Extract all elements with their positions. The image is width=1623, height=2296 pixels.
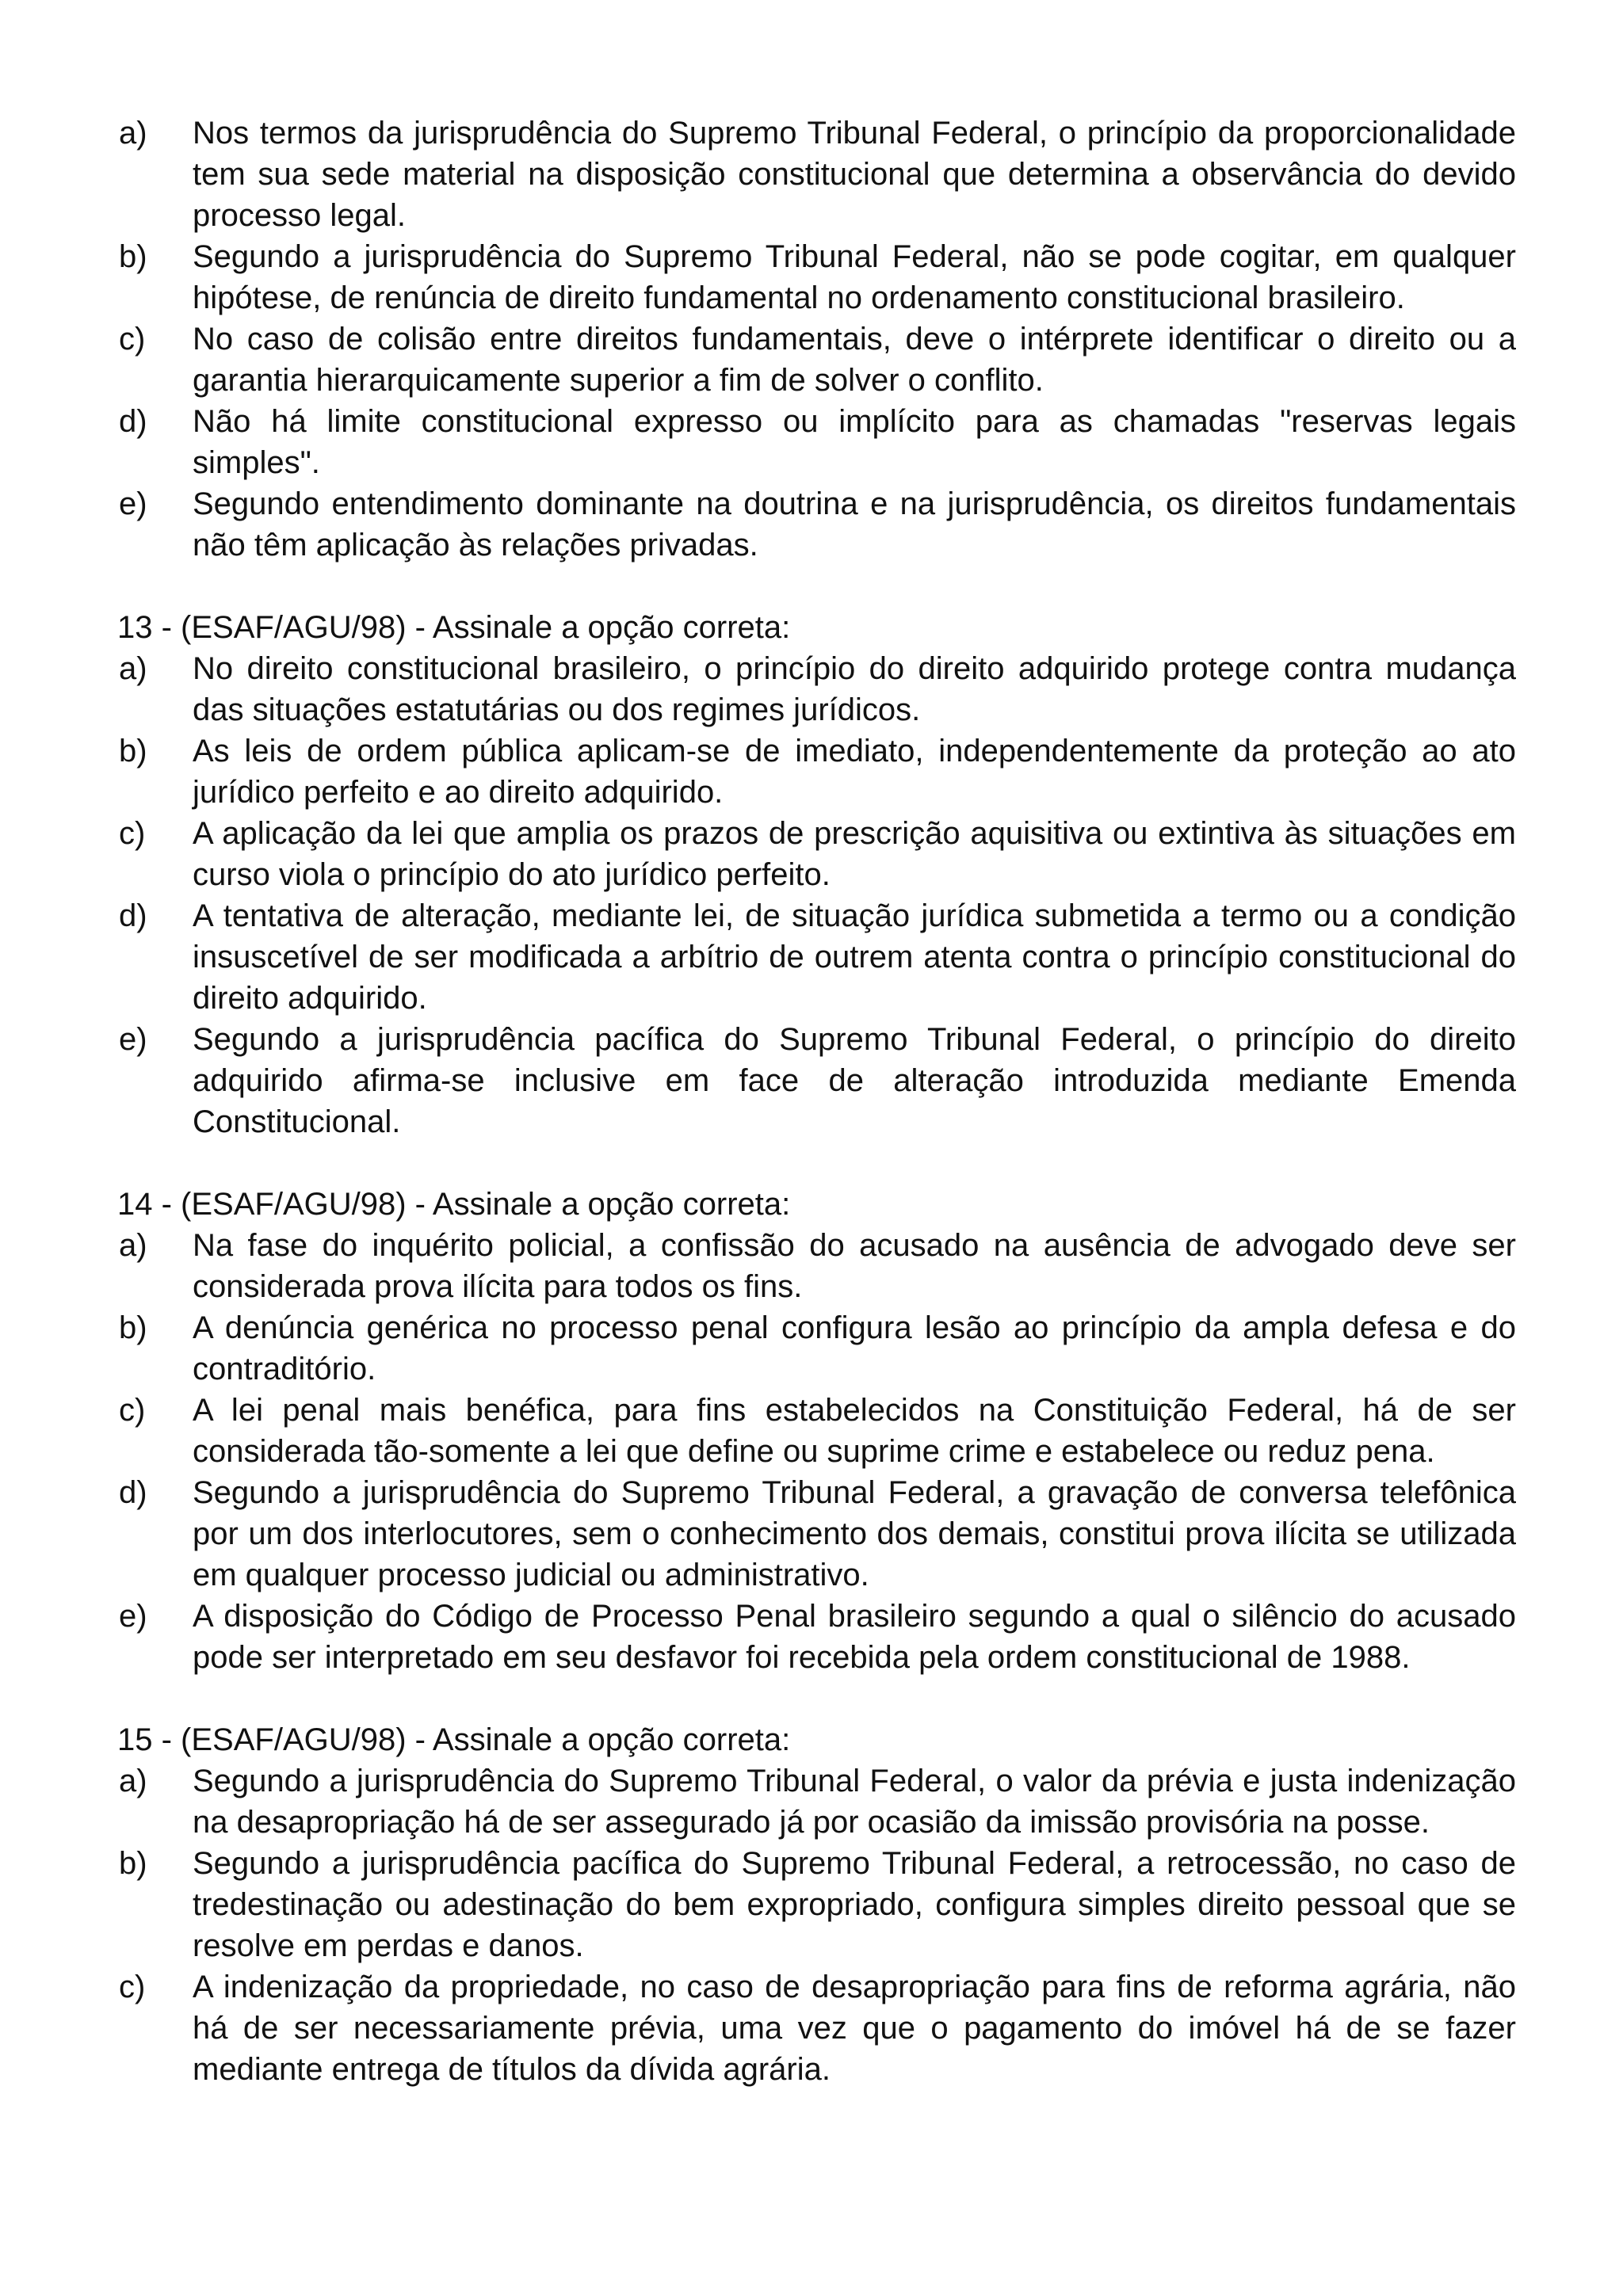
option-text: A indenização da propriedade, no caso de desapropriação para fins de reforma agrária, não há de ser necessariamente prévia, uma vez que o pagamento do imóvel há de se fazer mediante entrega de títulos da dívida agrária. <box>193 1970 1516 2087</box>
option-item <box>117 1225 1516 1307</box>
option-item <box>117 113 1516 236</box>
option-item <box>117 813 1516 895</box>
option-letter: a) <box>119 651 147 686</box>
option-text: Segundo a jurisprudência do Supremo Tribunal Federal, não se pode cogitar, em qualquer hipótese, de renúncia de direito fundamental no ordenamento constitucional brasileiro. <box>193 239 1516 315</box>
option-letter: b) <box>119 239 147 274</box>
option-letter: e) <box>119 486 147 521</box>
option-letter: c) <box>119 322 146 357</box>
option-letter: b) <box>119 1846 147 1881</box>
option-letter: d) <box>119 404 147 439</box>
option-item <box>117 483 1516 566</box>
question-heading: 15 - (ESAF/AGU/98) - Assinale a opção correta: <box>117 1722 791 1757</box>
option-text: A aplicação da lei que amplia os prazos de prescrição aquisitiva ou extintiva às situações em curso viola o princípio do ato jurídico perfeito. <box>193 816 1516 892</box>
option-letter: a) <box>119 1228 147 1263</box>
option-letter: a) <box>119 1764 147 1798</box>
option-letter: c) <box>119 1970 146 2004</box>
option-letter: b) <box>119 734 147 769</box>
option-letter: c) <box>119 816 146 851</box>
option-item <box>117 1843 1516 1966</box>
option-text: A denúncia genérica no processo penal configura lesão ao princípio da ampla defesa e do contraditório. <box>193 1310 1516 1386</box>
option-item <box>117 1596 1516 1678</box>
question-heading: 14 - (ESAF/AGU/98) - Assinale a opção correta: <box>117 1187 791 1222</box>
question-13 <box>117 607 1516 1142</box>
option-text: Segundo a jurisprudência do Supremo Tribunal Federal, a gravação de conversa telefônica por um dos interlocutores, sem o conhecimento dos demais, constitui prova ilícita se utilizada em qualquer processo judicial ou administrativo. <box>193 1475 1516 1592</box>
option-text: A disposição do Código de Processo Penal brasileiro segundo a qual o silêncio do acusado pode ser interpretado em seu desfavor foi recebida pela ordem constitucional de 1988. <box>193 1599 1516 1675</box>
option-item <box>117 730 1516 813</box>
option-text: A lei penal mais benéfica, para fins estabelecidos na Constituição Federal, há de ser considerada tão-somente a lei que define ou suprime crime e estabelece ou reduz pena. <box>193 1393 1516 1469</box>
option-item <box>117 1966 1516 2090</box>
option-text: Segundo entendimento dominante na doutrina e na jurisprudência, os direitos fundamentais não têm aplicação às relações privadas. <box>193 486 1516 563</box>
option-item <box>117 1472 1516 1596</box>
option-letter: a) <box>119 116 147 151</box>
question-heading: 13 - (ESAF/AGU/98) - Assinale a opção correta: <box>117 610 791 645</box>
option-text: Segundo a jurisprudência do Supremo Tribunal Federal, o valor da prévia e justa indenização na desapropriação há de ser assegurado já por ocasião da imissão provisória na posse. <box>193 1764 1516 1840</box>
option-letter: e) <box>119 1022 147 1057</box>
option-letter: c) <box>119 1393 146 1428</box>
option-letter: d) <box>119 898 147 933</box>
option-item <box>117 1019 1516 1142</box>
option-text: No direito constitucional brasileiro, o princípio do direito adquirido protege contra mudança das situações estatutárias ou dos regimes jurídicos. <box>193 651 1516 727</box>
option-letter: e) <box>119 1599 147 1634</box>
option-text: Na fase do inquérito policial, a confissão do acusado na ausência de advogado deve ser considerada prova ilícita para todos os fins. <box>193 1228 1516 1304</box>
option-text: Não há limite constitucional expresso ou implícito para as chamadas "reservas legais simples". <box>193 404 1516 480</box>
question-12-continuation <box>117 113 1516 566</box>
option-item <box>117 1760 1516 1843</box>
document-body <box>117 113 1516 2090</box>
option-text: Segundo a jurisprudência pacífica do Supremo Tribunal Federal, o princípio do direito adquirido afirma-se inclusive em face de alteração introduzida mediante Emenda Constitucional. <box>193 1022 1516 1139</box>
option-item <box>117 895 1516 1019</box>
option-item <box>117 1390 1516 1472</box>
option-letter: b) <box>119 1310 147 1345</box>
option-letter: d) <box>119 1475 147 1510</box>
option-text: Nos termos da jurisprudência do Supremo Tribunal Federal, o princípio da proporcionalidade tem sua sede material na disposição constitucional que determina a observância do devido processo legal. <box>193 116 1516 233</box>
option-item <box>117 648 1516 730</box>
option-text: No caso de colisão entre direitos fundamentais, deve o intérprete identificar o direito ou a garantia hierarquicamente superior a fim de solver o conflito. <box>193 322 1516 398</box>
option-item <box>117 401 1516 483</box>
option-item <box>117 318 1516 401</box>
question-14 <box>117 1184 1516 1678</box>
option-item <box>117 236 1516 318</box>
question-15 <box>117 1719 1516 2090</box>
option-text: A tentativa de alteração, mediante lei, de situação jurídica submetida a termo ou a condição insuscetível de ser modificada a arbítrio de outrem atenta contra o princípio constitucional do direito adquirido. <box>193 898 1516 1016</box>
option-text: Segundo a jurisprudência pacífica do Supremo Tribunal Federal, a retrocessão, no caso de tredestinação ou adestinação do bem expropriado, configura simples direito pessoal que se resolve em perdas e danos. <box>193 1846 1516 1963</box>
option-item <box>117 1307 1516 1390</box>
option-text: As leis de ordem pública aplicam-se de imediato, independentemente da proteção ao ato jurídico perfeito e ao direito adquirido. <box>193 734 1516 810</box>
